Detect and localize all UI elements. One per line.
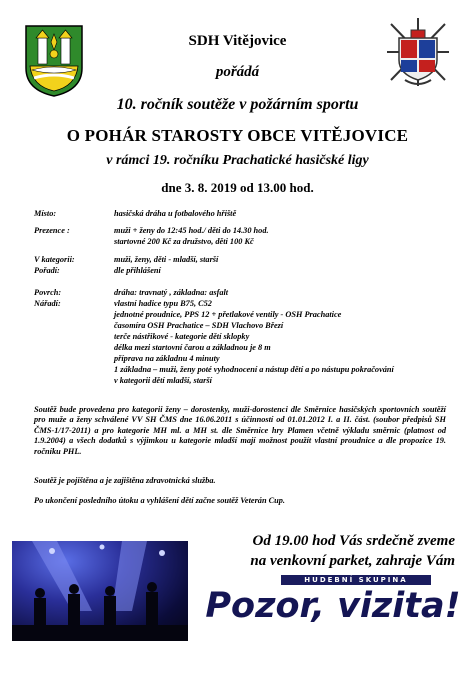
info-value: terče nástřikové - kategorie dětí sklopky: [114, 332, 250, 341]
info-value: délka mezi startovní čarou a základnou je 8 m: [114, 343, 271, 352]
info-value: muži + ženy do 12:45 hod./ děti do 14.30 hod.: [114, 226, 269, 235]
info-value: dle přihlášení: [114, 266, 161, 275]
info-label: Prezence :: [34, 226, 70, 235]
info-categories: [34, 255, 454, 277]
info-value: časomíra OSH Prachatice – SDH Vlachovo Březí: [114, 321, 284, 330]
organizer-title: SDH Vitějovice: [188, 33, 287, 49]
info-label: Místo:: [34, 209, 57, 218]
band-name: Pozor, vizita!: [205, 586, 461, 626]
invitation-line-1: Od 19.00 hod Vás srdečně zveme: [252, 533, 455, 549]
info-value: jednotné proudnice, PPS 12 + přetlakové ventily - OSH Prachatice: [114, 310, 342, 319]
band-label: HUDEBNÍ SKUPINA: [281, 575, 431, 585]
info-label: V kategorii:: [34, 255, 75, 264]
info-surface: [34, 288, 454, 299]
event-edition-heading: 10. ročník soutěže v požárním sportu: [116, 96, 359, 113]
presents-line: pořádá: [215, 64, 260, 80]
info-value: hasičská dráha u fotbalového hřiště: [114, 209, 237, 218]
veteran-cup-note: Po ukončení posledního útoku a vyhlášení dětí začne soutěž Veterán Cup.: [34, 496, 286, 505]
info-value: v kategorii dětí mladší, starší: [114, 376, 212, 385]
league-subheading: v rámci 19. ročníku Prachatické hasičské ligy: [106, 153, 369, 168]
info-value: 1 základna – muži, ženy poté vyhodnocení a nástup dětí a po nástupu pokračování: [114, 365, 394, 374]
info-value: startovné 200 Kč za družstvo, děti 100 Kč: [114, 237, 254, 246]
info-value: muži, ženy, děti - mladší, starší: [114, 255, 219, 264]
invitation-line-2: na venkovní parket, zahraje Vám: [250, 553, 455, 569]
info-equipment: [34, 299, 464, 389]
trophy-heading: O POHÁR STAROSTY OBCE VITĚJOVICE: [66, 126, 409, 145]
info-venue: [34, 209, 454, 220]
rules-paragraph: Soutěž bude provedena pro kategorii ženy – dorostenky, muži-dorostenci dle Směrnice hasičských sportovních soutěží pro muže a ženy schválené VV SH ČMS dne 16.06.2011 s účinností od 01.01.2012 I. a II. část. (soubor předpisů SH ČMS-1/17-2011) a pro kategorie MH ml. a MH st. dle Směrnice hry Plamen včetně výkladu směrnic (platnost od 1.9.2004) a všech dodatků s výjimkou u kategorie mladší mají možnost použít vlastní proudnice a dle propozice 19. ročníku PHL.: [34, 405, 446, 456]
info-label: Nářadí:: [34, 299, 61, 308]
info-value: vlastní hadice typu B75, C52: [114, 299, 212, 308]
info-label: Povrch:: [34, 288, 62, 297]
info-value: dráha: travnatý , základna: asfalt: [114, 288, 229, 297]
insurance-note: Soutěž je pojištěna a je zajištěna zdravotnická služba.: [34, 476, 216, 485]
band-silhouette-icon: [12, 541, 188, 641]
event-date: dne 3. 8. 2019 od 13.00 hod.: [161, 180, 314, 195]
info-registration: [34, 226, 454, 248]
info-label: Pořadí:: [34, 266, 60, 275]
concert-photo: [12, 541, 188, 641]
info-value: příprava na základnu 4 minuty: [114, 354, 220, 363]
